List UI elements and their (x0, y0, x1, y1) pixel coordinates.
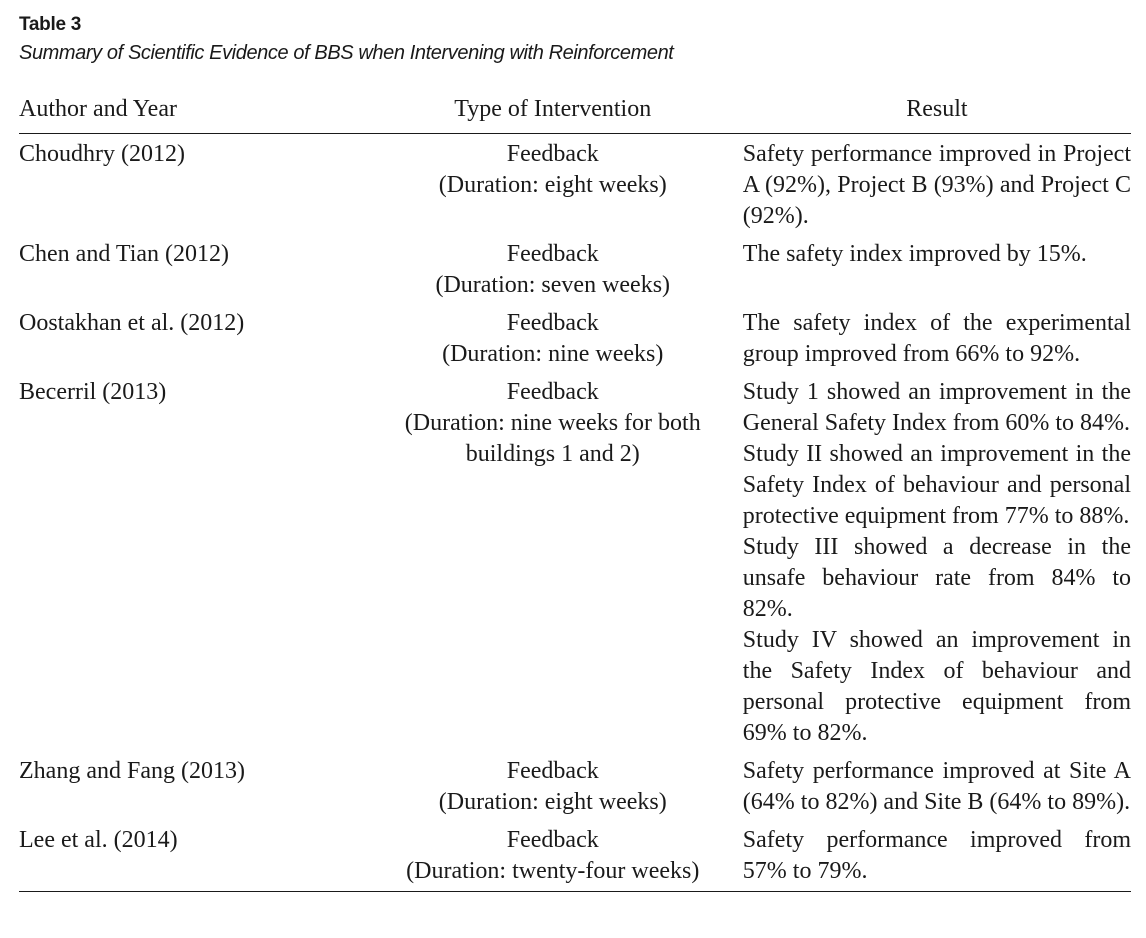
header-type: Type of Intervention (363, 92, 743, 134)
table-row (19, 377, 1131, 756)
result-text: The safety index of the experimental group improved from 66% to 92%. (742, 310, 1131, 367)
author-cell: Lee et al. (2014) (19, 825, 363, 892)
header-result: Result (743, 92, 1131, 134)
result-cell (743, 825, 1131, 892)
header-author: Author and Year (19, 92, 363, 134)
result-text: Safety performance improved at Site A (64% to 82%) and Site B (64% to 89%). (742, 758, 1131, 815)
type-cell (363, 377, 743, 756)
intervention-duration: (Duration: eight weeks) (438, 172, 667, 198)
table-row (19, 756, 1131, 825)
table-row (19, 825, 1131, 892)
intervention-type: Feedback (506, 310, 599, 336)
type-cell (363, 134, 743, 240)
result-text: Safety performance improved from 57% to 79%. (742, 827, 1131, 884)
intervention-duration: (Duration: eight weeks) (438, 789, 667, 815)
table-row (19, 308, 1131, 377)
table-row (19, 134, 1131, 240)
result-text-study-4: Study IV showed an improvement in the Safety Index of behaviour and personal protective equipment from 69% to 82%. (742, 627, 1131, 746)
author-cell: Zhang and Fang (2013) (19, 758, 245, 784)
header-row (19, 92, 1131, 134)
intervention-duration: (Duration: seven weeks) (435, 272, 671, 298)
result-text: The safety index improved by 15%. (742, 241, 1087, 267)
author-cell: Chen and Tian (2012) (19, 241, 229, 267)
result-cell (743, 756, 1131, 825)
intervention-type: Feedback (506, 827, 599, 853)
evidence-table (19, 92, 1131, 892)
intervention-duration: (Duration: nine weeks for both buildings 1 and 2) (404, 410, 701, 467)
intervention-type: Feedback (506, 241, 599, 267)
intervention-duration: (Duration: twenty-four weeks) (406, 858, 700, 884)
author-cell: Becerril (2013) (19, 379, 167, 405)
type-cell (363, 239, 743, 308)
type-cell (363, 825, 743, 892)
intervention-duration: (Duration: nine weeks) (442, 341, 664, 367)
result-text: Safety performance improved in Project A (92%), Project B (93%) and Project C (92%). (742, 141, 1131, 229)
result-text-study-2: Study II showed an improvement in the Safety Index of behaviour and personal protective equipment from 77% to 88%. (742, 441, 1131, 529)
type-cell (363, 756, 743, 825)
result-text-study-1: Study 1 showed an improvement in the General Safety Index from 60% to 84%. (742, 379, 1131, 436)
type-cell (363, 308, 743, 377)
intervention-type: Feedback (506, 379, 599, 405)
intervention-type: Feedback (506, 758, 599, 784)
intervention-type: Feedback (506, 141, 599, 167)
table-label: Table 3 (19, 14, 81, 35)
author-cell: Oostakhan et al. (2012) (19, 310, 245, 336)
author-cell: Choudhry (2012) (19, 141, 185, 167)
result-cell (743, 377, 1131, 756)
table-row (19, 239, 1131, 308)
result-text-study-3: Study III showed a decrease in the unsafe behaviour rate from 84% to 82%. (742, 534, 1131, 622)
table-caption: Summary of Scientific Evidence of BBS when Intervening with Reinforcement (19, 42, 674, 64)
result-cell (743, 308, 1131, 377)
result-cell (743, 239, 1131, 308)
result-cell (743, 134, 1131, 240)
